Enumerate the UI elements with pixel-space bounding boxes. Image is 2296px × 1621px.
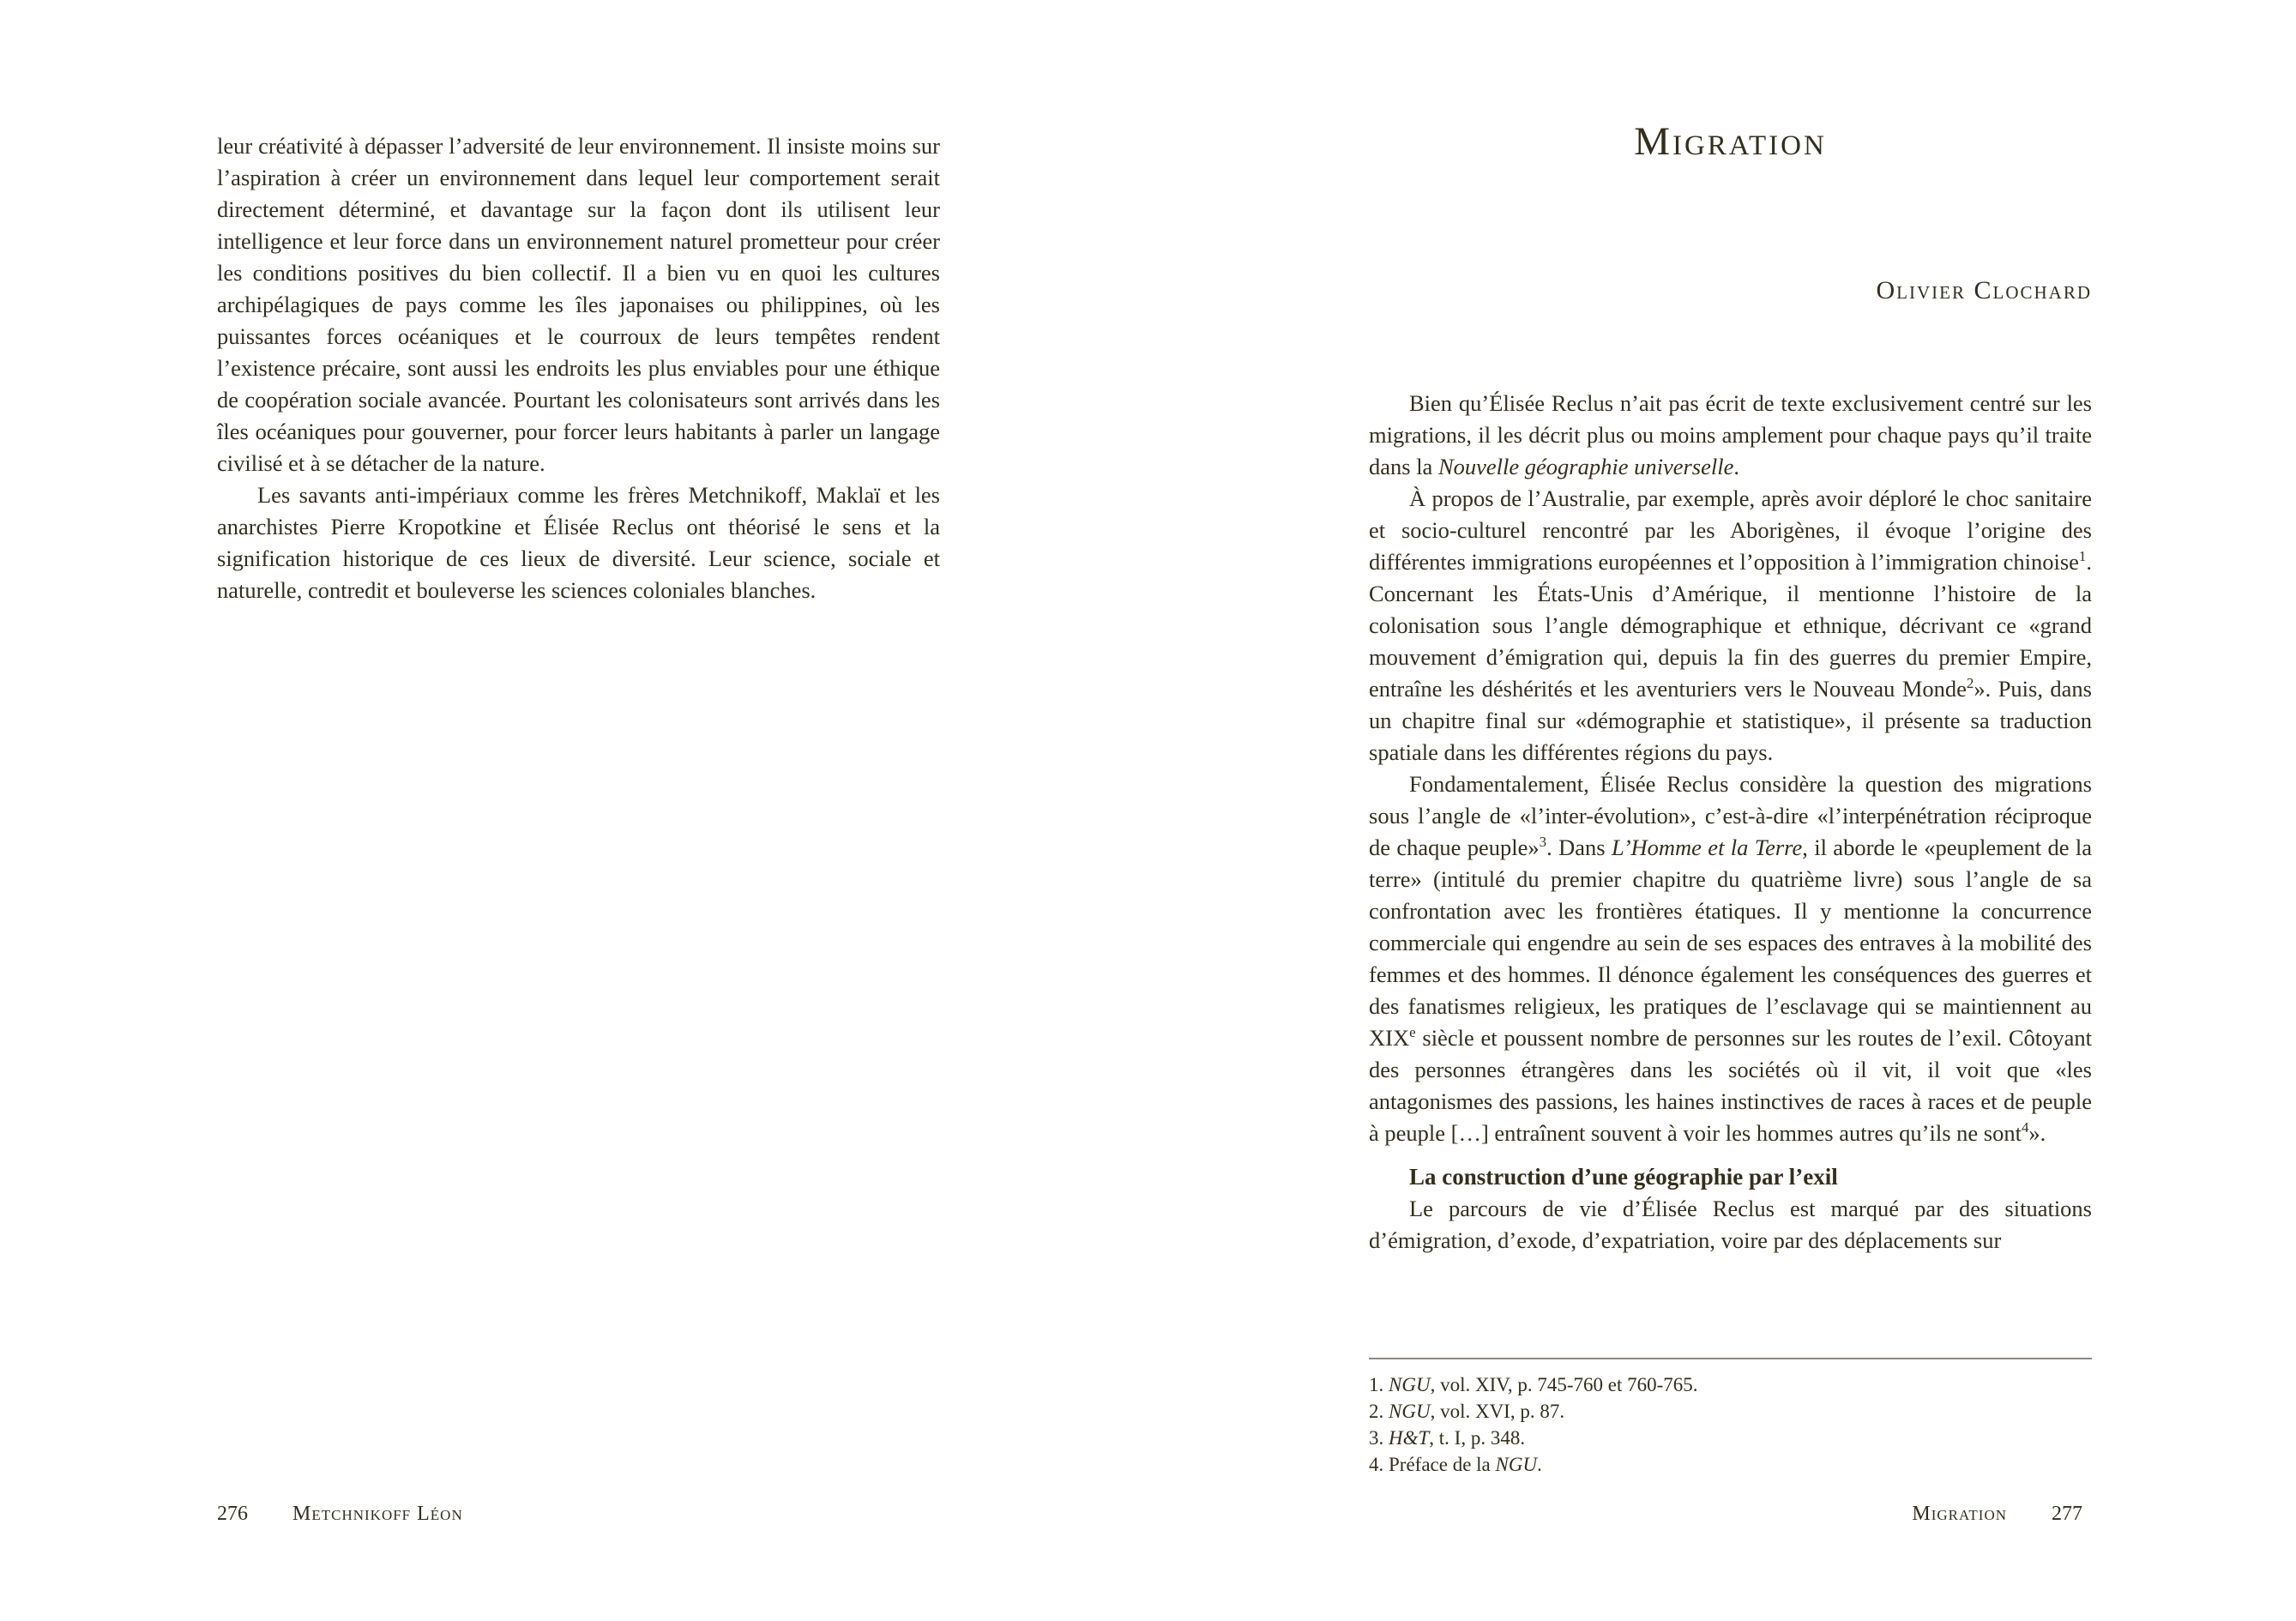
paragraph: leur créativité à dépasser l’adversité de leur environnement. Il insiste moins sur l’aspiration à créer un environnement dans lequel leur comportement serait directement déterminé, et davantage sur la façon dont ils utilisent leur intelligence et leur force dans un environnement naturel prometteur pour créer les conditions positives du bien collectif. Il a bien vu en quoi les cultures archipélagiques de pays comme les îles japonaises ou philippines, où les puissantes forces océaniques et le courroux de leurs tempêtes rendent l’existence précaire, sont aussi les endroits les plus enviables pour une éthique de coopération sociale avancée. Pourtant les colonisateurs sont arrivés dans les îles océaniques pour gouverner, pour forcer leurs habitants à parler un langage civilisé et à se détacher de la nature. xyxy=(217,133,940,476)
paragraph: À propos de l’Australie, par exemple, après avoir déploré le choc sanitaire et socio-culturel rencontré par les Aborigènes, il évoque l’origine des différentes immigrations européennes et l’opposition à l’immigration chinoise$^1$. Concernant les États-Unis d’Amérique, il mentionne l’histoire de la colonisation sous l’angle démographique et ethnique, décrivant ce «grand mouvement d’émigration qui, depuis la fin des guerres du premier Empire, entraîne les déshérités et les aventuriers vers le Nouveau Monde$^2$». Puis, dans un chapitre final sur «démographie et statistique», il présente sa traduction spatiale dans les différentes régions du pays. xyxy=(1369,485,2092,765)
paragraph: Les savants anti-impériaux comme les frères Metchnikoff, Maklaï et les anarchistes Pierre Kropotkine et Élisée Reclus ont théorisé le sens et la signification historique de ces lieux de diversité. Leur science, sociale et naturelle, contredit et bouleverse les sciences coloniales blanches. xyxy=(217,482,940,603)
running-title: Migration xyxy=(1912,1503,2007,1525)
running-title: Metchnikoff Léon xyxy=(292,1503,463,1525)
footnotes-block xyxy=(1369,1358,2092,1478)
author-name: Olivier Clochard xyxy=(1876,276,2092,304)
chapter-title: Migration xyxy=(1634,119,1827,164)
page-number: 277 xyxy=(2052,1503,2082,1525)
page-number: 276 xyxy=(217,1503,248,1525)
left-page-footer xyxy=(217,1503,463,1526)
footnote: 2. NGU, vol. XVI, p. 87. xyxy=(1369,1401,1565,1422)
footnote: 4. Préface de la NGU. xyxy=(1369,1454,1542,1475)
right-page-footer xyxy=(1369,1503,2082,1526)
footnote: 3. H&T, t. I, p. 348. xyxy=(1369,1427,1526,1449)
footnote: 1. NGU, vol. XIV, p. 745-760 et 760-765. xyxy=(1369,1374,1698,1395)
left-page-text-block xyxy=(217,130,940,606)
right-page-text-block xyxy=(1369,388,2092,1256)
paragraph: Fondamentalement, Élisée Reclus considère la question des migrations sous l’angle de «l’inter-évolution», c’est-à-dire «l’interpénétration réciproque de chaque peuple»$^3$. Dans L’Homme et la Terre, il aborde le «peuplement de la terre» (intitulé du premier chapitre du quatrième livre) sous l’angle de sa confrontation avec les frontières étatiques. Il y mentionne la concurrence commerciale qui engendre au sein de ses espaces des entraves à la mobilité des femmes et des hommes. Il dénonce également les conséquences des guerres et des fanatismes religieux, les pratiques de l’esclavage qui se maintiennent au XIXe siècle et poussent nombre de personnes sur les routes de l’exil. Côtoyant des personnes étrangères dans les sociétés où il vit, il voit que «les antagonismes des passions, les haines instinctives de races à races et de peuple à peuple […] entraînent souvent à voir les hommes autres qu’ils ne sont$^4$». xyxy=(1369,771,2092,1146)
paragraph: Bien qu’Élisée Reclus n’ait pas écrit de texte exclusivement centré sur les migrations, il les décrit plus ou moins amplement pour chaque pays qu’il traite dans la Nouvelle géographie universelle. xyxy=(1369,390,2092,479)
section-heading: La construction d’une géographie par l’exil xyxy=(1409,1164,1838,1190)
paragraph: Le parcours de vie d’Élisée Reclus est marqué par des situations d’émigration, d’exode, d’expatriation, voire par des déplacements sur xyxy=(1369,1196,2092,1253)
